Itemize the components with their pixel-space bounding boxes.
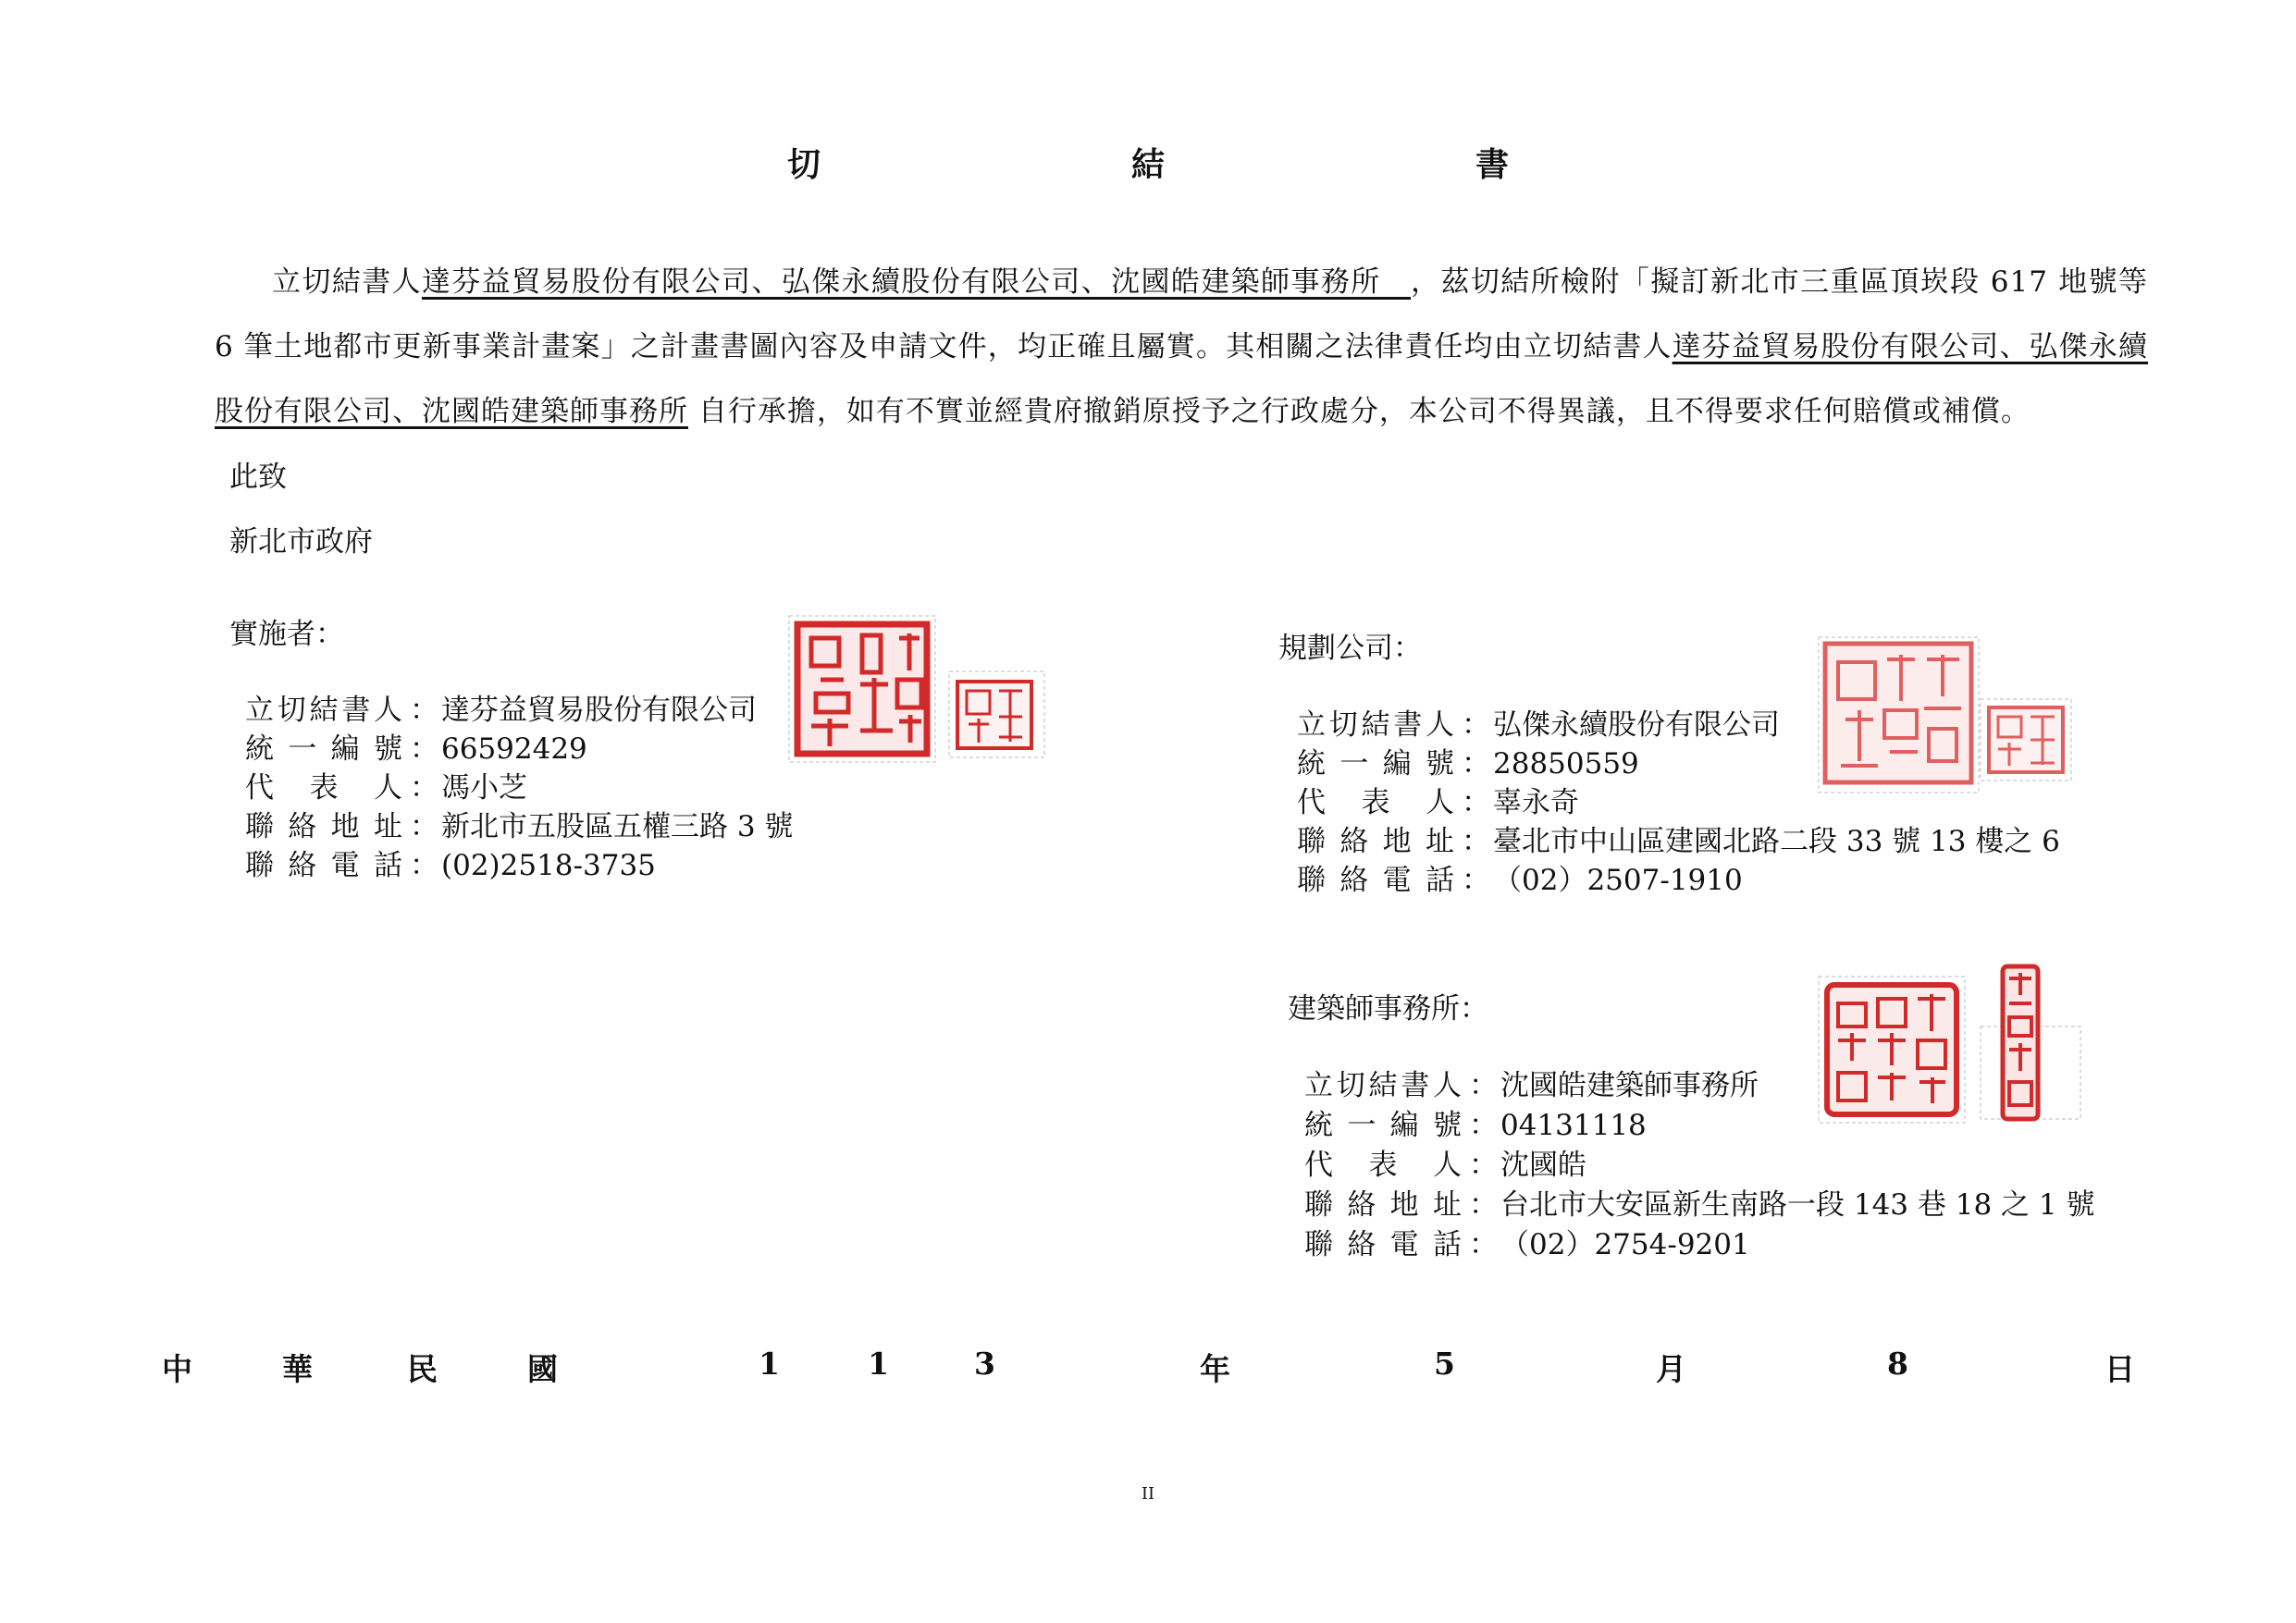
date-year-unit: 年: [1200, 1351, 1230, 1387]
row-value: 馮小芝: [441, 771, 527, 805]
date-year-digit: 1: [868, 1346, 889, 1382]
paragraph-underlined-parties-1: 達芬益貿易股份有限公司、弘傑永續股份有限公司、沈國皓建築師事務所: [421, 265, 1412, 299]
affidavit-paragraph: [215, 250, 2148, 444]
row-value: 28850559: [1493, 747, 1639, 781]
row-value: 弘傑永續股份有限公司: [1493, 708, 1780, 742]
implementer-heading: 實施者：: [229, 618, 344, 651]
architect-row-phone: 聯絡電話 ：（02）2754-9201: [1304, 1221, 2094, 1260]
implementer-row-phone: 聯絡電話 ：(02)2518-3735: [245, 842, 793, 880]
row-value: 台北市大安區新生南路一段 143 巷 18 之 1 號: [1500, 1188, 2095, 1222]
row-label: 聯絡電話: [1297, 864, 1454, 897]
row-label: 代表人: [245, 771, 402, 805]
row-label: 立切結書人: [1304, 1069, 1462, 1102]
row-label: 立切結書人: [245, 694, 402, 727]
row-value: 達芬益貿易股份有限公司: [441, 694, 757, 727]
date-year-digit: 1: [759, 1346, 780, 1382]
implementer-row-representative: 代表人 ：馮小芝: [245, 764, 793, 803]
architect-row-address: 聯絡地址 ：台北市大安區新生南路一段 143 巷 18 之 1 號: [1304, 1181, 2094, 1221]
row-label: 代表人: [1304, 1149, 1462, 1182]
recipient: 新北市政府: [229, 525, 373, 559]
architect-row-signer: 立切結書人 ：沈國皓建築師事務所: [1304, 1062, 2094, 1101]
row-value: 66592429: [441, 732, 587, 766]
date-era-char: 國: [527, 1351, 558, 1387]
person-seal-2: [1980, 698, 2072, 781]
row-label: 統一編號: [245, 732, 402, 766]
implementer-row-address: 聯絡地址 ：新北市五股區五權三路 3 號: [245, 803, 793, 842]
implementer-row-tax-id: 統一編號 ：66592429: [245, 725, 793, 764]
row-value: 新北市五股區五權三路 3 號: [441, 810, 794, 843]
date-month-unit: 月: [1656, 1351, 1686, 1387]
row-label: 聯絡電話: [245, 849, 402, 882]
row-value: 沈國皓建築師事務所: [1500, 1069, 1759, 1102]
row-value: 沈國皓: [1500, 1149, 1586, 1182]
planner-row-address: 聯絡地址 ：臺北市中山區建國北路二段 33 號 13 樓之 6: [1297, 818, 2060, 856]
date-day-unit: 日: [2105, 1351, 2135, 1387]
date-day: 8: [1887, 1346, 1908, 1382]
architect-row-tax-id: 統一編號 ：04131118: [1304, 1101, 2094, 1141]
row-label: 立切結書人: [1297, 708, 1454, 742]
planner-row-representative: 代表人 ：辜永奇: [1297, 779, 2060, 818]
date-era-char: 華: [282, 1351, 313, 1387]
paragraph-underlined-parties-2: 達芬益貿易股份有限公司、弘傑永續股份有限公司、沈國皓建築師事務所: [215, 330, 2149, 428]
document-title: 切 結 書: [786, 145, 1648, 184]
page-number: II: [1141, 1484, 1155, 1504]
row-value: （02）2507-1910: [1493, 864, 1743, 897]
architect-heading: 建築師事務所：: [1288, 992, 1488, 1026]
closing-salutation: 此致: [229, 461, 287, 494]
row-value: 04131118: [1500, 1109, 1647, 1142]
date-year-digit: 3: [974, 1346, 995, 1382]
row-label: 聯絡地址: [1304, 1188, 1462, 1222]
date-era-char: 民: [407, 1351, 438, 1387]
paragraph-text-2: ，茲切結所檢附「擬訂新北市三重區頂崁段 617 地號等 6 筆土地都市更新事業計畫案」之計畫書圖內容及申請文件，均正確且屬實。其相關之法律責任均由立切結書人: [215, 265, 2148, 363]
row-label: 統一編號: [1304, 1109, 1462, 1142]
company-seal-1: [788, 615, 936, 763]
date-month: 5: [1434, 1346, 1455, 1382]
architect-info: [1304, 1062, 2094, 1260]
row-label: 統一編號: [1297, 747, 1454, 781]
implementer-info: [245, 686, 793, 880]
paragraph-text-3: 自行承擔，如有不實並經貴府撤銷原授予之行政處分，本公司不得異議，且不得要求任何賠償或補償。: [688, 395, 2031, 428]
row-label: 聯絡地址: [245, 810, 402, 843]
row-value: （02）2754-9201: [1500, 1228, 1750, 1261]
planner-row-signer: 立切結書人 ：弘傑永續股份有限公司: [1297, 701, 2060, 740]
date-era-char: 中: [162, 1351, 192, 1387]
planner-heading: 規劃公司：: [1278, 632, 1422, 665]
row-label: 代表人: [1297, 786, 1454, 819]
person-seal-3: [1980, 962, 2081, 1124]
row-label: 聯絡電話: [1304, 1228, 1462, 1261]
row-value: (02)2518-3735: [441, 849, 656, 882]
implementer-row-signer: 立切結書人 ：達芬益貿易股份有限公司: [245, 686, 793, 725]
office-seal-3: [1818, 976, 1966, 1124]
person-seal-1: [948, 670, 1045, 758]
paragraph-text-1: 立切結書人: [272, 265, 422, 299]
planner-row-tax-id: 統一編號 ：28850559: [1297, 740, 2060, 779]
architect-row-representative: 代表人 ：沈國皓: [1304, 1141, 2094, 1181]
company-seal-2: [1818, 636, 1980, 793]
planner-row-phone: 聯絡電話 ：（02）2507-1910: [1297, 856, 2060, 895]
row-value: 臺北市中山區建國北路二段 33 號 13 樓之 6: [1493, 825, 2060, 858]
row-label: 聯絡地址: [1297, 825, 1454, 858]
row-value: 辜永奇: [1493, 786, 1579, 819]
